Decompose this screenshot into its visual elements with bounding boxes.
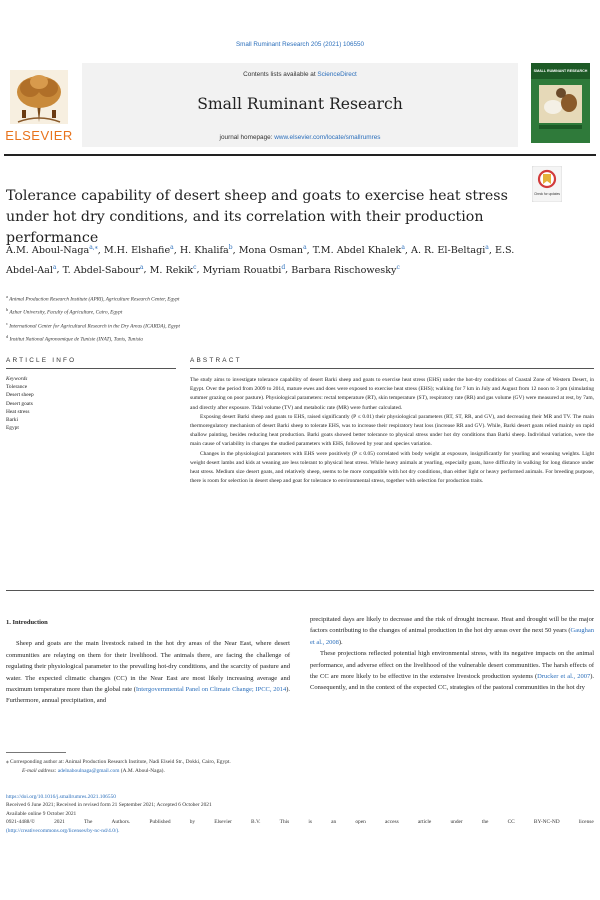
homepage-link[interactable]: www.elsevier.com/locate/smallrumres: [274, 134, 381, 141]
keywords-label: Keywords: [6, 376, 28, 382]
author[interactable]: A. R. El-Beltagi$^a$: [411, 244, 489, 257]
keyword: Tolerance: [6, 384, 28, 391]
journal-cover-thumbnail[interactable]: [531, 63, 590, 143]
keywords-block: [6, 375, 176, 432]
article-title: Tolerance capability of desert sheep and goats to exercise heat stress under hot dry conditions, and its correlation with their production performance: [6, 188, 508, 246]
affiliation: $^a$ Animal Production Research Institute (APRI), Agriculture Research Center, Egypt: [6, 294, 180, 303]
citation-link[interactable]: Gaughan et al., 2008: [310, 627, 594, 646]
footnotes: [6, 758, 594, 776]
abstract-divider: [190, 368, 594, 369]
publication-info: [6, 793, 594, 835]
keyword: Egypt: [6, 425, 19, 432]
email-link[interactable]: adelnaboulnaga@gmail.com: [57, 768, 120, 775]
dates: Received 6 June 2021; Received in revised form 21 September 2021; Accepted 6 October 2021: [6, 802, 212, 809]
contents-prefix: Contents lists available at: [243, 71, 318, 78]
affiliation: $^c$ International Center for Agricultural Research in the Dry Areas (ICARDA), Egypt: [6, 320, 180, 330]
author-list: A.M. Aboul-Naga$^{a,⁎}$, M.H. Elshafie$^a$, H. Khalifa$^b$, Mona Osman$^a$, T.M. Abdel Khalek$^a$, A. R. El-Beltagi$^a$, E.S. Abdel-Aal$^a$, T. Abdel-Sabour$^a$, M. Rekik$^c$, Myriam Rouatbi$^d$, Barbara Rischowesky$^c$: [6, 244, 515, 276]
article-info-divider: [6, 368, 176, 369]
author[interactable]: Barbara Rischowesky$^c$: [291, 263, 400, 276]
tree-illustration: [17, 75, 61, 122]
affiliation: $^b$ Azhar University, Faculty of Agriculture, Cairo, Egypt: [6, 307, 123, 317]
affiliation: $^d$ Institut National Agronomique de Tunisie (INAT), Tunis, Tunisia: [6, 333, 143, 343]
keyword: Desert goats: [6, 400, 33, 407]
affiliations: [6, 292, 406, 345]
citation-link[interactable]: Drucker et al., 2007: [537, 673, 591, 681]
citation-link[interactable]: Intergovernmental Panel on Climate Change; IPCC, 2014: [135, 686, 287, 694]
check-updates-label: Check for updates: [534, 192, 560, 196]
contents-availability: [82, 71, 518, 78]
author[interactable]: E.S. Abdel-Aal$^a$: [6, 245, 515, 276]
keyword: Heat stress: [6, 408, 30, 415]
author[interactable]: Myriam Rouatbi$^d$: [202, 263, 286, 276]
author[interactable]: T.M. Abdel Khalek$^a$: [312, 244, 405, 257]
author[interactable]: A.M. Aboul-Naga$^{a,⁎}$: [6, 244, 98, 257]
keyword: Desert sheep: [6, 392, 34, 399]
journal-reference[interactable]: Small Ruminant Research 205 (2021) 106550: [235, 41, 365, 48]
abstract-heading: ABSTRACT: [190, 357, 242, 364]
license-line: 0921-4488/© 2021 The Authors. Published by Elsevier B.V. This is an open access article under the CC BY-NC-ND license: [6, 819, 594, 826]
elsevier-logo: [4, 66, 74, 146]
online-date: Available online 9 October 2021: [6, 810, 77, 817]
license-url-link[interactable]: (http://creativecommons.org/licenses/by-nc-nd/4.0/).: [6, 827, 120, 834]
abstract-paragraph: Changes in the physiological parameters with EHS were positively (P ≤ 0.05) correlated with body weight at exposure, insignificantly for yearling and weaning weights. Light weight desert lambs and kids at weaning are less tolerant to physical heat stress. While heavy animals at yearling, especially goats, have difficulty in walking for long distance under heat stress. Medium size desert goats, and relatively sheep, seems to be more compatible with hot dry conditions, than either light or heavy performed animals. For breeding purpose, there is room for selection in desert sheep and goat for tolerance to environmental stress, together with selection for production traits.: [190, 450, 594, 485]
author[interactable]: M.H. Elshafie$^a$: [103, 244, 174, 257]
journal-title: Small Ruminant Research: [197, 95, 403, 113]
corresponding-author-note: ⁎ Corresponding author at: Animal Production Research Institute, Nadi Elseid Str., Dokki, Cairo, Egypt.: [6, 759, 231, 765]
body-right-column: [310, 614, 594, 694]
body-paragraph: These projections reflected potential high environmental stress, with its negative impacts on the animal performance, and adverse effect on the livelihood of the vulnerable desert communities. The harsh effects of the CC are more likely to be effective in the extensive livestock production systems (Drucker et al., 2007). Consequently, and in the context of the expected CC, strategies of the pastoral communities in the hot dry: [310, 650, 594, 692]
author[interactable]: T. Abdel-Sabour$^a$: [62, 263, 144, 276]
author[interactable]: Mona Osman$^a$: [238, 244, 307, 257]
section-heading: 1. Introduction: [6, 619, 48, 626]
check-for-updates-badge[interactable]: [532, 166, 562, 202]
abstract-text: [190, 376, 594, 486]
header-divider: [4, 154, 596, 156]
body-paragraph: precipitated days are likely to decrease and the risk of drought increase. Heat and drought will be the major factors contributing to the changes of animal production in the hot dry areas over the next 50 years (Gaughan et al., 2008).: [310, 616, 594, 646]
body-paragraph: Sheep and goats are the main livestock raised in the hot dry areas of the Near East, where desert communities are relaying on them for their livelihood. The animals there, are facing the challenge of regulating their physiological parameter to the prevailing hot-dry conditions, and the scarcity of pasture and water. The expected climatic changes (CC) in the Near East are most likely increasing average and maximum temperature more than the global rate (Intergovernmental Panel on Climate Change; IPCC, 2014). Furthermore, annual precipitation, and: [6, 640, 290, 705]
cover-title: SMALL RUMINANT RESEARCH: [533, 69, 588, 73]
journal-homepage: [82, 134, 518, 141]
abstract-paragraph: The study aims to investigate tolerance capability of desert Barki sheep and goats to exercise heat stress (EHS) under the hot-dry conditions of Coastal Zone of Western Desert, in Egypt. Over the period from 2009 to 2014, mature ewes and does were exposed to exercise heat stress (EHS); walking for 7 km in July and August from 12 noon to 3 pm (simulating summer grazing on poor pasture). Physiological parameters: rectal temperature (RT), skin temperature (ST), respiratory rate (RR) and gas volume (GV) were measured at rest, by 7am, and directly after exposure. Tidal volume (TV) and metabolic rate (MR) were further calculated.: [190, 377, 594, 411]
author[interactable]: M. Rekik$^c$: [149, 263, 197, 276]
sciencedirect-link[interactable]: ScienceDirect: [317, 71, 357, 78]
author[interactable]: H. Khalifa$^b$: [179, 244, 233, 257]
abstract-bottom-divider: [6, 590, 594, 591]
elsevier-wordmark: ELSEVIER: [5, 128, 73, 143]
body-left-column: [6, 617, 290, 707]
article-info-heading: ARTICLE INFO: [6, 357, 77, 364]
homepage-prefix: journal homepage:: [219, 134, 275, 141]
keyword: Barki: [6, 417, 18, 424]
footnote-divider: [6, 752, 66, 753]
abstract-paragraph: Exposing desert Barki sheep and goats to EHS, raised significantly (P ≤ 0.01) their physiological parameters (RT, ST, RR, and GV), and decreasing their MR and TV. The main thermoregulatory mechanism of desert Barki sheep to tolerate EHS, was to increase their respiratory heat loss (increase RR and GV). While, Barki desert goats relied mainly on rapid shallow painting, besides reducing heat production. Barki goats showed better tolerance to physical stress under hot dry conditions than Barki sheep. Individual variation, were the main cause of variability in changes the studied parameters with EHS, followed by year and species variation.: [190, 413, 594, 448]
email-note: E-mail address: adelnaboulnaga@gmail.com (A.M. Aboul-Naga).: [22, 768, 165, 775]
doi-link[interactable]: https://doi.org/10.1016/j.smallrumres.2021.106550: [6, 794, 116, 800]
